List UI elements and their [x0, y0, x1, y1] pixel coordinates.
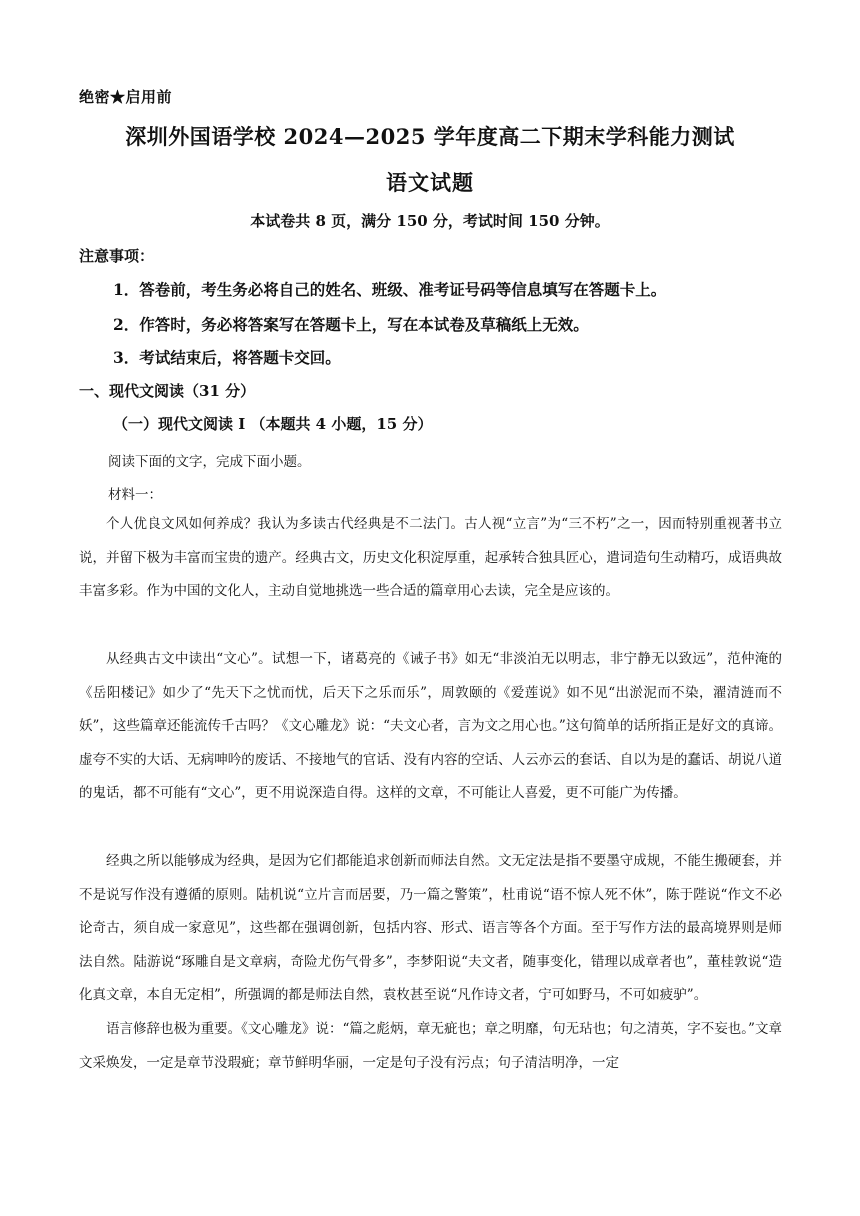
notice-item-3: 3．考试结束后，将答题卡交回。 [113, 348, 341, 367]
notice-item-1: 1．答卷前，考生务必将自己的姓名、班级、准考证号码等信息填写在答题卡上。 [113, 280, 667, 299]
exam-info: 本试卷共 8 页，满分 150 分，考试时间 150 分钟。 [250, 212, 610, 230]
exam-subtitle: 语文试题 [386, 170, 474, 195]
secret-mark: 绝密★启用前 [79, 88, 173, 106]
subsection-title: （一）现代文阅读 I （本题共 4 小题，15 分） [113, 415, 433, 433]
section-title: 一、现代文阅读（31 分） [79, 382, 256, 400]
exam-title: 深圳外国语学校 2024—2025 学年度高二下期末学科能力测试 [125, 124, 735, 149]
paragraph-3: 经典之所以能够成为经典，是因为它们都能追求创新而师法自然。文无定法是指不要墨守成规，不能生搬硬套，并不是说写作没有遵循的原则。陆机说“立片言而居要，乃一篇之警策”，杜甫说“语不惊人死不休”，陈于陛说“作文不必论奇古，须自成一家意见”，这些都在强调创新，包括内容、形式、语言等各个方面。至于写作方法的最高境界则是师法自然。陆游说“琢雕自是文章病，奇险尤伤气骨多”，李梦阳说“夫文者，随事变化，错理以成章者也”，董桂敦说“造化真文章，本自无定相”，所强调的都是师法自然，袁枚甚至说“凡作诗文者，宁可如野马，不可如疲驴”。 [79, 853, 782, 1004]
notice-title: 注意事项： [79, 247, 155, 265]
paragraph-1: 个人优良文风如何养成？我认为多读古代经典是不二法门。古人视“立言”为“三不朽”之一，因而特别重视著书立说，并留下极为丰富而宝贵的遗产。经典古文，历史文化积淀厚重，起承转合独具匠心，遣词造句生动精巧，成语典故丰富多彩。作为中国的文化人，主动自觉地挑选一些合适的篇章用心去读，完全是应该的。 [79, 516, 782, 600]
paragraph-2: 从经典古文中读出“文心”。试想一下，诸葛亮的《诫子书》如无“非淡泊无以明志，非宁静无以致远”，范仲淹的《岳阳楼记》如少了“先天下之忧而忧，后天下之乐而乐”，周敦颐的《爱莲说》如不见“出淤泥而不染，濯清涟而不妖”，这些篇章还能流传千古吗？《文心雕龙》说：“夫文心者，言为文之用心也。”这句简单的话所指正是好文的真谛。虚夸不实的大话、无病呻吟的废话、不接地气的官话、没有内容的空话、人云亦云的套话、自以为是的蠢话、胡说八道的鬼话，都不可能有“文心”，更不用说深造自得。这样的文章，不可能让人喜爱，更不可能广为传播。 [79, 651, 782, 802]
material-label: 材料一： [108, 487, 162, 503]
reading-instruction: 阅读下面的文字，完成下面小题。 [108, 454, 311, 470]
notice-item-2: 2．作答时，务必将答案写在答题卡上，写在本试卷及草稿纸上无效。 [113, 315, 589, 334]
paragraph-4: 语言修辞也极为重要。《文心雕龙》说：“篇之彪炳，章无疵也；章之明靡，句无玷也；句之清英，字不妄也。”文章文采焕发，一定是章节没瑕疵；章节鲜明华丽，一定是句子没有污点；句子清洁明净，一定 [79, 1021, 782, 1071]
